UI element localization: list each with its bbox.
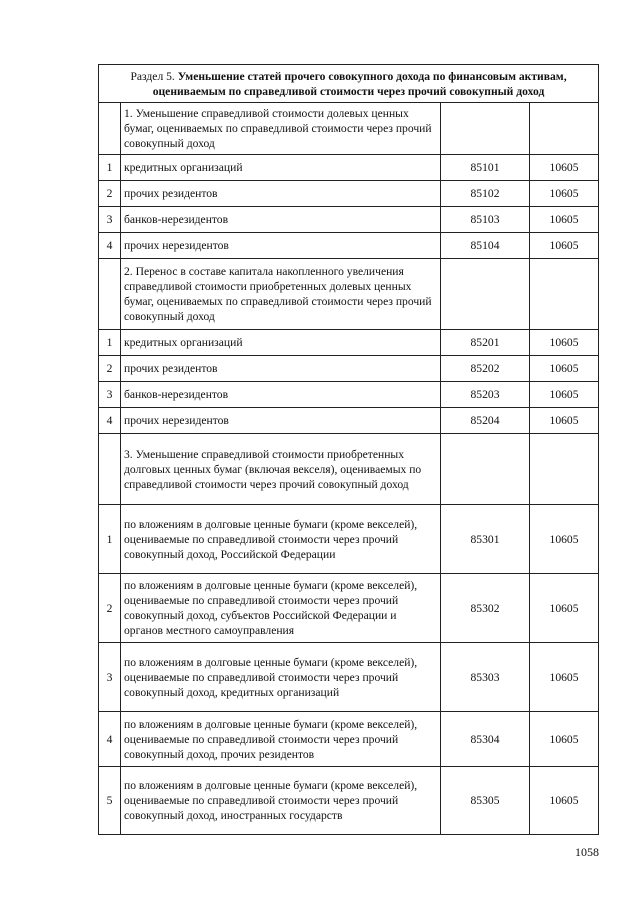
- row-number: 5: [99, 767, 121, 835]
- table-row: [99, 505, 599, 574]
- group-row: [99, 434, 599, 505]
- row-number: [99, 434, 121, 505]
- table-row: [99, 382, 599, 408]
- row-symbol: 10605: [530, 767, 599, 835]
- row-symbol: [530, 434, 599, 505]
- row-number: 3: [99, 207, 121, 233]
- table-row: [99, 356, 599, 382]
- row-code: 85201: [441, 330, 530, 356]
- row-code: 85102: [441, 181, 530, 207]
- row-number: 4: [99, 408, 121, 434]
- section-title: Уменьшение статей прочего совокупного дохода по финансовым активам, оцениваемым по справедливой стоимости через прочий совокупный доход: [152, 70, 567, 98]
- row-number: 1: [99, 330, 121, 356]
- row-description: по вложениям в долговые ценные бумаги (кроме векселей), оцениваемые по справедливой стоимости через прочий совокупный доход, кредитных организаций: [121, 643, 441, 712]
- row-code: 85204: [441, 408, 530, 434]
- row-number: 1: [99, 155, 121, 181]
- row-description: по вложениям в долговые ценные бумаги (кроме векселей), оцениваемые по справедливой стоимости через прочий совокупный доход, прочих резидентов: [121, 712, 441, 767]
- row-description: 3. Уменьшение справедливой стоимости приобретенных долговых ценных бумаг (включая векселя), оцениваемых по справедливой стоимости через прочий совокупный доход: [121, 434, 441, 505]
- row-symbol: 10605: [530, 233, 599, 259]
- row-code: 85305: [441, 767, 530, 835]
- table-row: [99, 330, 599, 356]
- row-number: [99, 103, 121, 155]
- row-code: 85103: [441, 207, 530, 233]
- row-symbol: 10605: [530, 643, 599, 712]
- classification-table: [98, 64, 599, 835]
- table-row: [99, 767, 599, 835]
- section-header: [99, 65, 599, 103]
- table-row: [99, 643, 599, 712]
- row-symbol: 10605: [530, 382, 599, 408]
- group-row: [99, 103, 599, 155]
- row-description: прочих нерезидентов: [121, 233, 441, 259]
- table-row: [99, 408, 599, 434]
- section-prefix: Раздел 5.: [130, 70, 175, 83]
- row-code: 85101: [441, 155, 530, 181]
- table-row: [99, 207, 599, 233]
- row-number: 3: [99, 382, 121, 408]
- table-row: [99, 574, 599, 643]
- row-description: кредитных организаций: [121, 155, 441, 181]
- row-description: 2. Перенос в составе капитала накопленного увеличения справедливой стоимости приобретенных долевых ценных бумаг, оцениваемых по справедливой стоимости через прочий совокупный доход: [121, 259, 441, 330]
- row-description: прочих резидентов: [121, 356, 441, 382]
- row-symbol: 10605: [530, 207, 599, 233]
- row-symbol: 10605: [530, 505, 599, 574]
- row-description: банков-нерезидентов: [121, 382, 441, 408]
- row-symbol: 10605: [530, 181, 599, 207]
- table-row: [99, 712, 599, 767]
- row-symbol: [530, 259, 599, 330]
- table-row: [99, 233, 599, 259]
- row-description: кредитных организаций: [121, 330, 441, 356]
- row-code: 85202: [441, 356, 530, 382]
- table-row: [99, 181, 599, 207]
- row-number: 4: [99, 712, 121, 767]
- row-code: 85302: [441, 574, 530, 643]
- row-code: 85303: [441, 643, 530, 712]
- row-code: 85104: [441, 233, 530, 259]
- row-symbol: 10605: [530, 356, 599, 382]
- row-number: 2: [99, 574, 121, 643]
- row-code: 85304: [441, 712, 530, 767]
- row-symbol: 10605: [530, 574, 599, 643]
- table-row: [99, 155, 599, 181]
- row-symbol: 10605: [530, 330, 599, 356]
- row-symbol: 10605: [530, 408, 599, 434]
- row-number: 1: [99, 505, 121, 574]
- row-code: 85301: [441, 505, 530, 574]
- row-code: [441, 103, 530, 155]
- row-description: прочих нерезидентов: [121, 408, 441, 434]
- row-code: [441, 259, 530, 330]
- row-number: 2: [99, 356, 121, 382]
- row-symbol: 10605: [530, 155, 599, 181]
- row-number: [99, 259, 121, 330]
- page-number: 1058: [575, 845, 599, 859]
- row-code: 85203: [441, 382, 530, 408]
- row-description: 1. Уменьшение справедливой стоимости долевых ценных бумаг, оцениваемых по справедливой стоимости через прочий совокупный доход: [121, 103, 441, 155]
- row-description: банков-нерезидентов: [121, 207, 441, 233]
- row-description: по вложениям в долговые ценные бумаги (кроме векселей), оцениваемые по справедливой стоимости через прочий совокупный доход, субъектов Российской Федерации и органов местного самоуправления: [121, 574, 441, 643]
- section-header-row: [99, 65, 599, 103]
- row-number: 3: [99, 643, 121, 712]
- row-symbol: 10605: [530, 712, 599, 767]
- row-number: 2: [99, 181, 121, 207]
- row-description: по вложениям в долговые ценные бумаги (кроме векселей), оцениваемые по справедливой стоимости через прочий совокупный доход, иностранных государств: [121, 767, 441, 835]
- group-row: [99, 259, 599, 330]
- row-description: прочих резидентов: [121, 181, 441, 207]
- row-number: 4: [99, 233, 121, 259]
- row-description: по вложениям в долговые ценные бумаги (кроме векселей), оцениваемые по справедливой стоимости через прочий совокупный доход, Российской Федерации: [121, 505, 441, 574]
- row-symbol: [530, 103, 599, 155]
- row-code: [441, 434, 530, 505]
